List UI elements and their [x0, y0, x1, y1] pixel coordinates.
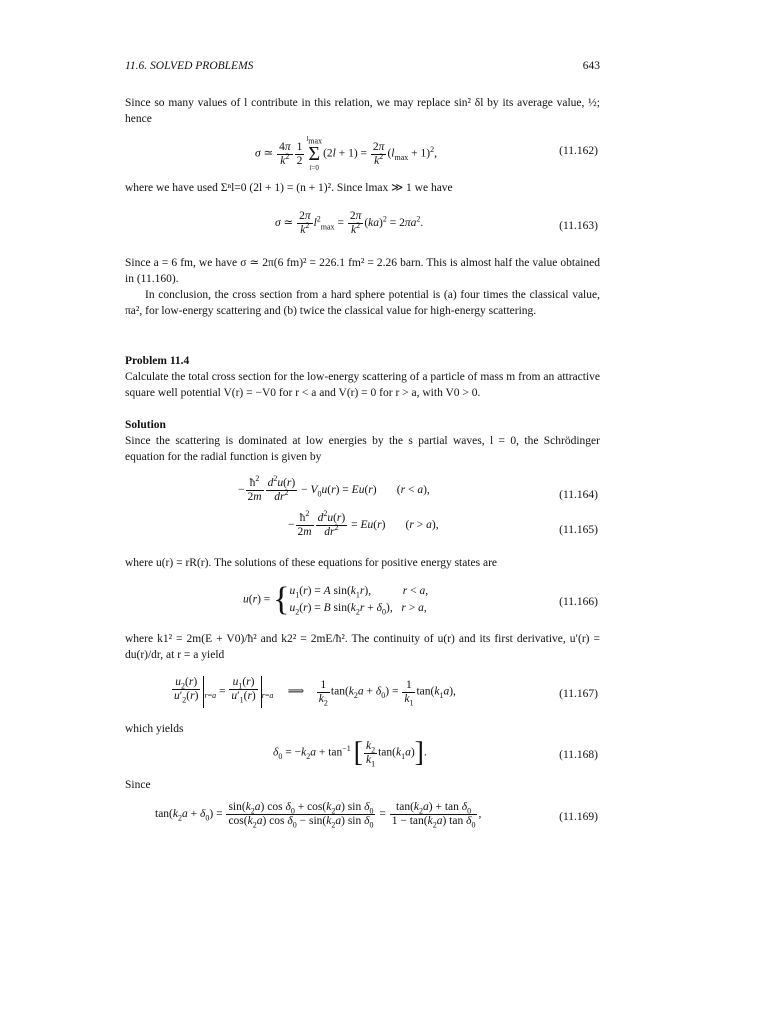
paragraph-since: Since — [125, 779, 151, 791]
section-title: 11.6. SOLVED PROBLEMS — [125, 60, 254, 72]
equation-number: (11.169) — [559, 811, 598, 823]
equation-11-166: $u(r) = \{u_1(r) = A$ $\sin(k_1r)$, r < a, $u_2(r) = B$ $\sin(k_2r + \delta_0)$, r > a, (11.166) — [243, 581, 598, 618]
paragraph-sum-identity: where we have used Σⁿl=0 (2l + 1) = (n + 1)². Since lmax ≫ 1 we have — [125, 182, 453, 194]
equation-number: (11.164) — [559, 489, 598, 501]
running-header — [125, 58, 600, 74]
equation-11-167: $\frac{u_2(r)}{u'_2(r)}$ $_{r=a}$ = $\frac{u_1(r)}{u'_1(r)}$ $_{r=a}$ ⟹ $\frac{1}{k_2}$ $\tan(k_2a + \delta_0)$ = $\frac{1}{k_1}$ $\tan(k_1a)$, (11.167) — [125, 676, 600, 712]
equation-number: (11.162) — [559, 145, 598, 157]
problem-title: Problem 11.4 — [125, 355, 190, 367]
equation-11-162: σ ≃ $\frac{4\pi}{k^2}$ $\frac{1}{2}$ $l_{max}$ Σ l=0(2l + 1) = $\frac{2\pi}{k^2}$ $(l_{max} + 1)^2$, (11.162) — [255, 135, 598, 172]
paragraph-solutions: where u(r) = rR(r). The solutions of these equations for positive energy states are — [125, 557, 498, 569]
problem-statement: Calculate the total cross section for the low-energy scattering of a particle of mass m from an attractive square well potential V(r) = −V0 for r < a and V(r) = 0 for r > a, with V0 > 0. — [125, 371, 600, 399]
paragraph-average-value: Since so many values of l contribute in this relation, we may replace sin² δl by its average value, ½; hence — [125, 97, 600, 125]
equation-number: (11.165) — [559, 524, 598, 536]
equation-number: (11.166) — [559, 596, 598, 608]
equation-11-164: − $\frac{ħ^2}{2m}$ $\frac{d^2u(r)}{dr^2}$ − $V_0u(r) = Eu(r)$ (r < a), (11.164) — [238, 474, 598, 503]
equation-11-163: σ ≃ $\frac{2\pi}{k^2}$ $l^2_{max}$ = $\frac{2\pi}{k^2}$ $(ka)^2 = 2\pi a^2$. (11.163) — [275, 210, 598, 236]
equation-number: (11.168) — [559, 749, 598, 761]
paragraph-conclusion: In conclusion, the cross section from a hard sphere potential is (a) four times the classical value, πa², for low-energy scattering and (b) twice the classical value for high-energy scattering. — [125, 289, 600, 317]
equation-11-168: $\delta_0 = -k_2a + \tan^{-1}$ [ $\frac{k_2}{k_1}$ $\tan(k_1a)$]. (11.168) — [273, 737, 598, 768]
equation-11-169: $\tan(k_2a + \delta_0)$ = $\frac{\sin(k_2a) \cos \delta_0 + \cos(k_2a) \sin \delta_0}{\cos(k_2a) \cos \delta_0 - \sin(k_2a) \sin \delta_0}$ = $\frac{\tan(k_2a) + \tan \delta_0}{1 - \tan(k_2a) \tan \delta_0}$ , (11.169) — [155, 801, 598, 830]
solution-title: Solution — [125, 419, 166, 431]
equation-number: (11.167) — [559, 688, 598, 700]
paragraph-numeric-result: Since a = 6 fm, we have σ ≃ 2π(6 fm)² = 226.1 fm² = 2.26 barn. This is almost half the value obtained in (11.160). — [125, 257, 600, 285]
solution-intro: Since the scattering is dominated at low energies by the s partial waves, l = 0, the Schrödinger equation for the radial function is given by — [125, 435, 600, 463]
page-number: 643 — [582, 60, 600, 72]
paragraph-which-yields: which yields — [125, 723, 184, 735]
equation-11-165: − $\frac{ħ^2}{2m}$ $\frac{d^2u(r)}{dr^2}$ = Eu(r) (r > a), (11.165) — [288, 509, 598, 538]
equation-number: (11.163) — [559, 220, 598, 232]
paragraph-continuity: where k1² = 2m(E + V0)/ħ² and k2² = 2mE/ħ². The continuity of u(r) and its first derivative, u′(r) = du(r)/dr, at r = a yield — [125, 633, 600, 661]
